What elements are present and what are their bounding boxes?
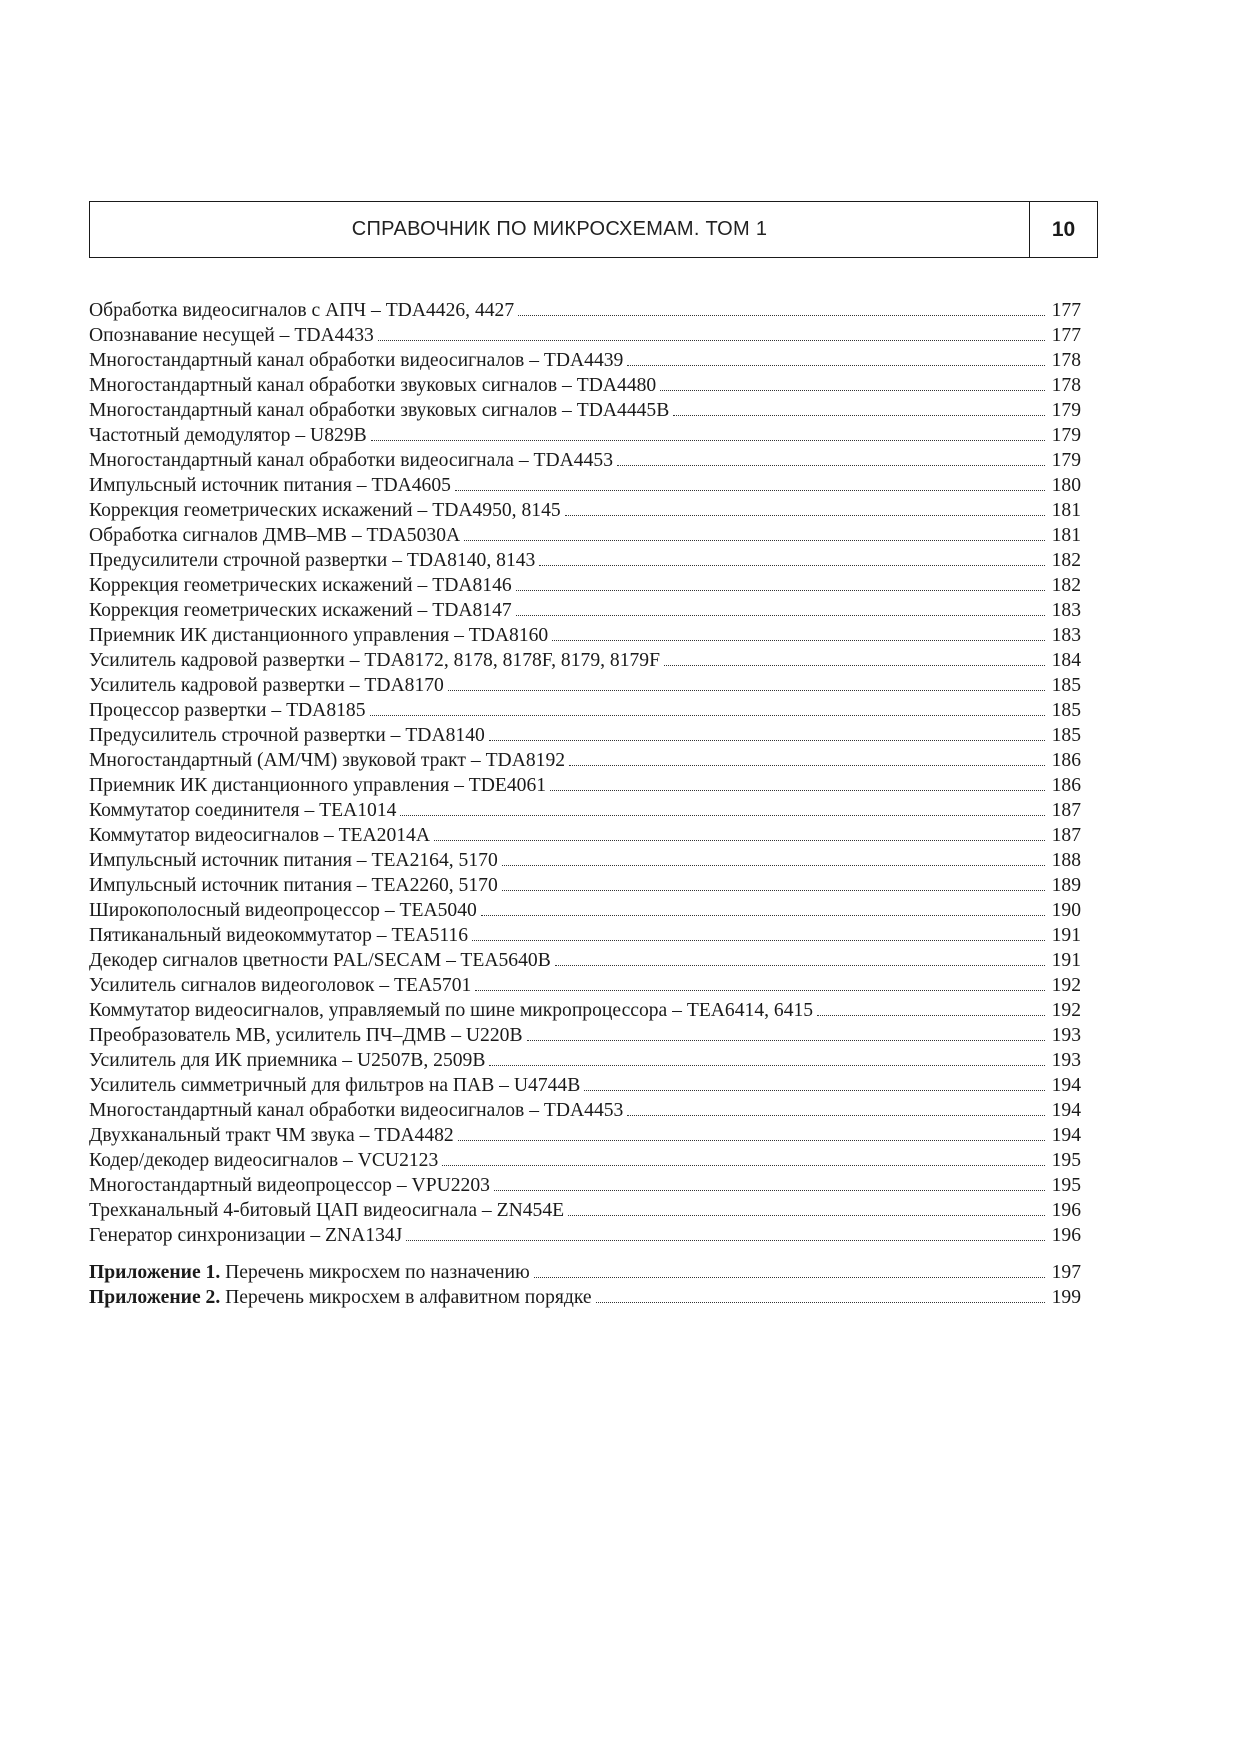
dot-leader xyxy=(539,540,1045,566)
toc-entry-page: 187 xyxy=(1051,825,1081,846)
dot-leader xyxy=(458,1115,1045,1141)
toc-entry-title: Двухканальный тракт ЧМ звука – TDA4482 xyxy=(89,1125,454,1146)
dot-leader xyxy=(534,1252,1045,1278)
toc-entry-title: Усилитель кадровой развертки – TDA8172, 8178, 8178F, 8179, 8179F xyxy=(89,650,661,671)
dot-leader xyxy=(817,990,1045,1016)
toc-entry-title: Предусилители строчной развертки – TDA8140, 8143 xyxy=(89,550,536,571)
dot-leader xyxy=(455,465,1045,491)
appendix-entry-title xyxy=(89,1285,596,1310)
toc-entry-title: Многостандартный канал обработки звуковых сигналов – TDA4480 xyxy=(89,375,657,396)
toc-entry-page: 177 xyxy=(1051,325,1081,346)
dot-leader xyxy=(569,740,1045,766)
dot-leader xyxy=(442,1140,1045,1166)
dot-leader xyxy=(555,940,1045,966)
dot-leader xyxy=(475,965,1045,991)
toc-entry-title: Коррекция геометрических искажений – TDA4950, 8145 xyxy=(89,500,561,521)
toc-entry-page: 179 xyxy=(1051,400,1081,421)
toc-entry-title: Обработка видеосигналов с АПЧ – TDA4426, 4427 xyxy=(89,300,515,321)
toc-entry-title: Коррекция геометрических искажений – TDA8146 xyxy=(89,575,512,596)
toc-entry-title: Трехканальный 4-битовый ЦАП видеосигнала – ZN454E xyxy=(89,1200,565,1221)
toc-entry-page: 193 xyxy=(1051,1025,1081,1046)
toc-entry-page: 186 xyxy=(1051,775,1081,796)
appendix-entry[interactable] xyxy=(89,1252,1081,1283)
toc-entry-page: 183 xyxy=(1051,625,1081,646)
toc-entry-page: 180 xyxy=(1051,475,1081,496)
toc-entry-title: Импульсный источник питания – TEA2164, 5170 xyxy=(89,850,498,871)
toc-entry-page: 191 xyxy=(1051,925,1081,946)
appendix-entry-title xyxy=(89,1260,534,1285)
toc-entry-page: 193 xyxy=(1051,1050,1081,1071)
toc-entry-page: 179 xyxy=(1051,425,1081,446)
toc-entry-page: 186 xyxy=(1051,750,1081,771)
dot-leader xyxy=(494,1165,1045,1191)
toc-entry-title: Широкополосный видеопроцессор – TEA5040 xyxy=(89,900,477,921)
dot-leader xyxy=(448,665,1045,691)
dot-leader xyxy=(552,615,1045,641)
toc-entry-page: 194 xyxy=(1051,1100,1081,1121)
appendix-entry-page: 197 xyxy=(1051,1262,1081,1283)
toc-entry-page: 194 xyxy=(1051,1075,1081,1096)
toc-entry-page: 195 xyxy=(1051,1150,1081,1171)
toc-entry-title: Предусилитель строчной развертки – TDA8140 xyxy=(89,725,485,746)
toc-entry-page: 185 xyxy=(1051,700,1081,721)
dot-leader xyxy=(617,440,1045,466)
toc-entry-title: Генератор синхронизации – ZNA134J xyxy=(89,1225,403,1246)
toc-entry-page: 190 xyxy=(1051,900,1081,921)
dot-leader xyxy=(518,290,1045,316)
dot-leader xyxy=(378,315,1045,341)
toc-entry-title: Коммутатор видеосигналов, управляемый по шине микропроцессора – TEA6414, 6415 xyxy=(89,1000,814,1021)
dot-leader xyxy=(664,640,1045,666)
dot-leader xyxy=(584,1065,1045,1091)
toc-entry-page: 183 xyxy=(1051,600,1081,621)
dot-leader xyxy=(502,840,1045,866)
toc-entry-page: 192 xyxy=(1051,1000,1081,1021)
dot-leader xyxy=(489,715,1045,741)
appendix-label: Приложение 1. xyxy=(89,1262,221,1283)
toc-entry-title: Коррекция геометрических искажений – TDA8147 xyxy=(89,600,512,621)
table-of-contents xyxy=(89,290,1081,1308)
toc-entry-title: Многостандартный видеопроцессор – VPU2203 xyxy=(89,1175,490,1196)
toc-entry-page: 187 xyxy=(1051,800,1081,821)
toc-entry-title: Усилитель для ИК приемника – U2507B, 2509B xyxy=(89,1050,486,1071)
book-title: СПРАВОЧНИК ПО МИКРОСХЕМАМ. ТОМ 1 xyxy=(90,202,1030,257)
toc-entry-title: Приемник ИК дистанционного управления – TDA8160 xyxy=(89,625,549,646)
appendix-entry-page: 199 xyxy=(1051,1287,1081,1308)
toc-entry-page: 178 xyxy=(1051,375,1081,396)
dot-leader xyxy=(481,890,1045,916)
toc-entry-page: 188 xyxy=(1051,850,1081,871)
dot-leader xyxy=(371,415,1045,441)
toc-entry-page: 177 xyxy=(1051,300,1081,321)
toc-entry-title: Пятиканальный видеокоммутатор – TEA5116 xyxy=(89,925,469,946)
toc-entry-page: 178 xyxy=(1051,350,1081,371)
toc-entry-title: Многостандартный канал обработки звуковых сигналов – TDA4445B xyxy=(89,400,670,421)
toc-entry-page: 195 xyxy=(1051,1175,1081,1196)
dot-leader xyxy=(502,865,1045,891)
toc-entry-title: Многостандартный канал обработки видеосигналов – TDA4439 xyxy=(89,350,624,371)
toc-entry-title: Многостандартный канал обработки видеосигналов – TDA4453 xyxy=(89,1100,624,1121)
toc-entry-page: 191 xyxy=(1051,950,1081,971)
running-header xyxy=(89,201,1098,258)
dot-leader xyxy=(565,490,1045,516)
toc-entry-page: 196 xyxy=(1051,1225,1081,1246)
toc-entry-page: 182 xyxy=(1051,575,1081,596)
toc-entry-title: Импульсный источник питания – TDA4605 xyxy=(89,475,451,496)
dot-leader xyxy=(489,1040,1045,1066)
dot-leader xyxy=(472,915,1045,941)
dot-leader xyxy=(596,1277,1045,1303)
toc-entry-page: 196 xyxy=(1051,1200,1081,1221)
page-number: 10 xyxy=(1051,217,1076,241)
toc-entry-title: Декодер сигналов цветности PAL/SECAM – TEA5640B xyxy=(89,950,551,971)
toc-entry-page: 179 xyxy=(1051,450,1081,471)
toc-entry-page: 185 xyxy=(1051,725,1081,746)
dot-leader xyxy=(400,790,1045,816)
toc-entry-title: Усилитель сигналов видеоголовок – TEA5701 xyxy=(89,975,472,996)
dot-leader xyxy=(516,565,1045,591)
dot-leader xyxy=(370,690,1045,716)
toc-entry-title: Обработка сигналов ДМВ–МВ – TDA5030A xyxy=(89,525,461,546)
toc-entry-title: Коммутатор видеосигналов – TEA2014A xyxy=(89,825,431,846)
dot-leader xyxy=(627,340,1045,366)
toc-entry-page: 185 xyxy=(1051,675,1081,696)
toc-entry-title: Многостандартный (АМ/ЧМ) звуковой тракт – TDA8192 xyxy=(89,750,566,771)
toc-entry-title: Многостандартный канал обработки видеосигнала – TDA4453 xyxy=(89,450,613,471)
toc-entry-title: Частотный демодулятор – U829B xyxy=(89,425,367,446)
toc-entry-page: 184 xyxy=(1051,650,1081,671)
toc-entry-title: Усилитель симметричный для фильтров на ПАВ – U4744B xyxy=(89,1075,581,1096)
dot-leader xyxy=(660,365,1045,391)
toc-entry-page: 192 xyxy=(1051,975,1081,996)
toc-entry-title: Преобразователь МВ, усилитель ПЧ–ДМВ – U220B xyxy=(89,1025,523,1046)
toc-entry[interactable] xyxy=(89,290,1081,321)
toc-entry-page: 182 xyxy=(1051,550,1081,571)
toc-entry-title: Импульсный источник питания – TEA2260, 5170 xyxy=(89,875,498,896)
appendix-label: Приложение 2. xyxy=(89,1287,221,1308)
appendix-title: Перечень микросхем в алфавитном порядке xyxy=(225,1287,592,1308)
dot-leader xyxy=(568,1190,1045,1216)
toc-entry-page: 181 xyxy=(1051,525,1081,546)
dot-leader xyxy=(627,1090,1045,1116)
dot-leader xyxy=(434,815,1045,841)
dot-leader xyxy=(464,515,1045,541)
toc-entry-title: Кодер/декодер видеосигналов – VCU2123 xyxy=(89,1150,439,1171)
dot-leader xyxy=(516,590,1045,616)
toc-entry-title: Приемник ИК дистанционного управления – TDE4061 xyxy=(89,775,547,796)
toc-entry-page: 194 xyxy=(1051,1125,1081,1146)
dot-leader xyxy=(406,1215,1045,1241)
toc-entry-page: 189 xyxy=(1051,875,1081,896)
toc-entry-title: Усилитель кадровой развертки – TDA8170 xyxy=(89,675,444,696)
dot-leader xyxy=(527,1015,1045,1041)
toc-entry-page: 181 xyxy=(1051,500,1081,521)
toc-entry-title: Коммутатор соединителя – TEA1014 xyxy=(89,800,397,821)
toc-entry-title: Процессор развертки – TDA8185 xyxy=(89,700,366,721)
toc-entry-title: Опознавание несущей – TDA4433 xyxy=(89,325,374,346)
dot-leader xyxy=(673,390,1045,416)
dot-leader xyxy=(550,765,1045,791)
appendix-title: Перечень микросхем по назначению xyxy=(225,1262,530,1283)
